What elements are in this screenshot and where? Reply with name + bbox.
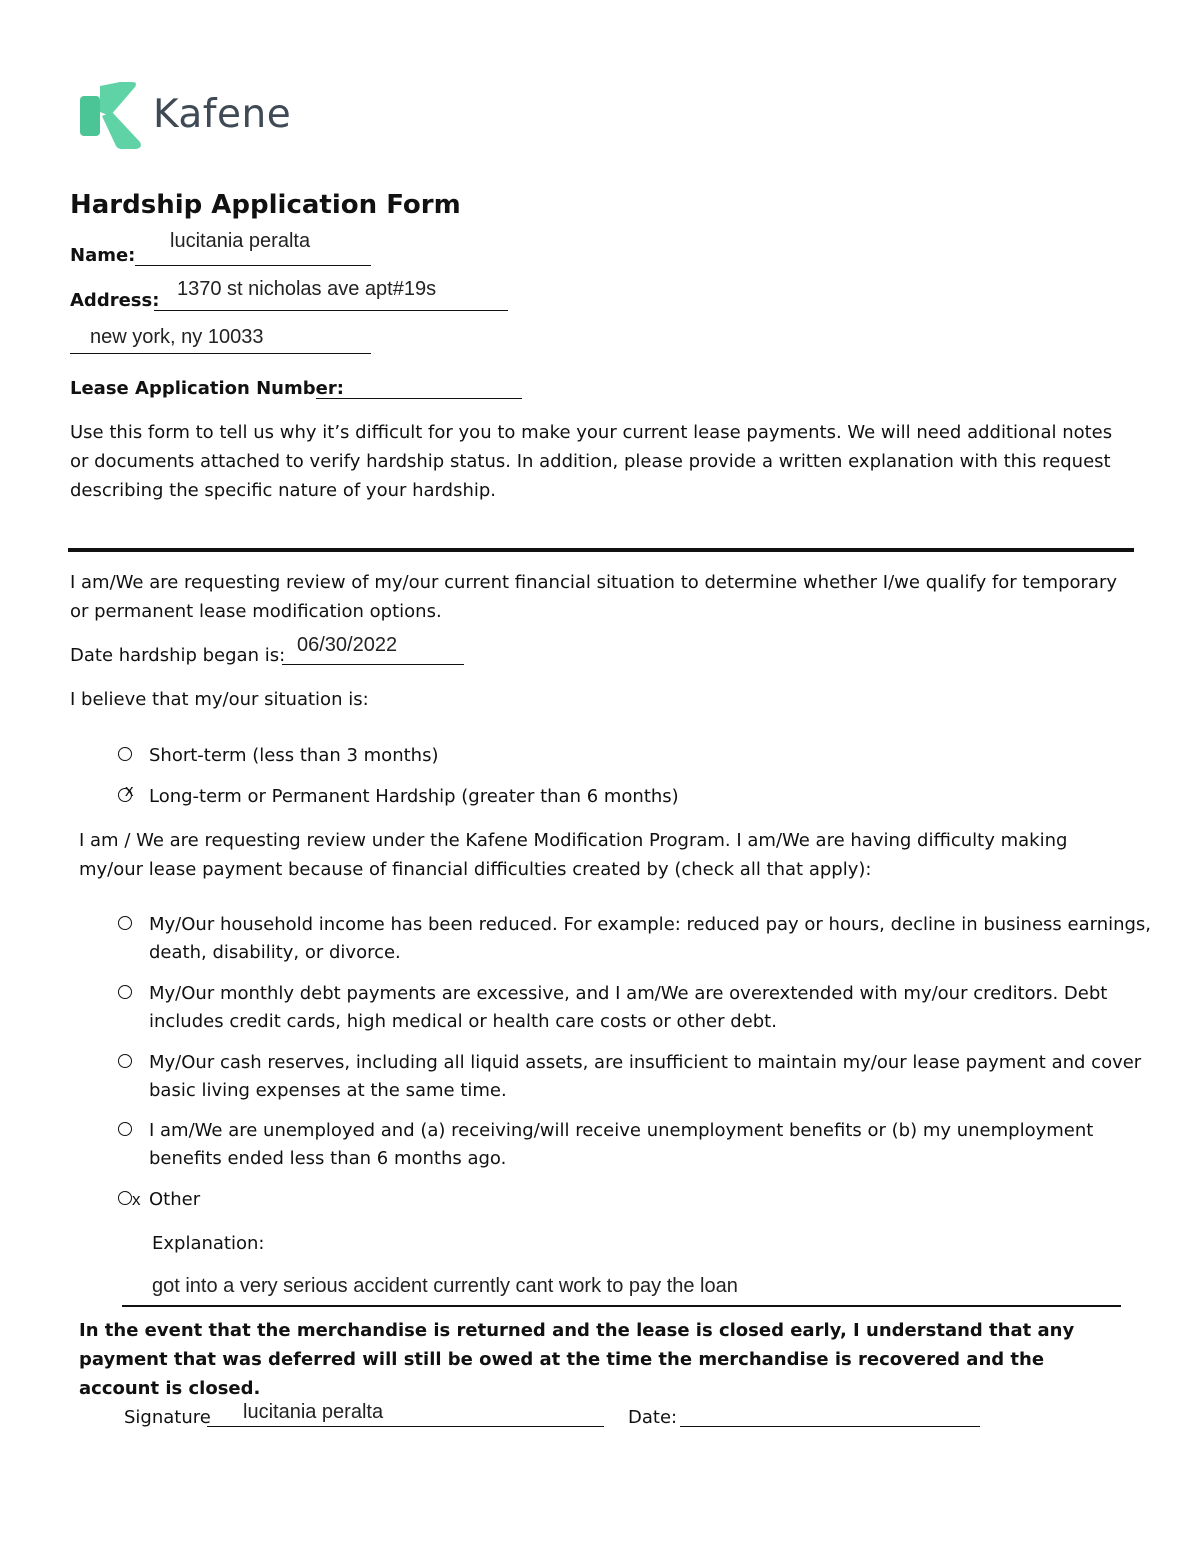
- signature-date-line: [680, 1426, 980, 1427]
- date-began-line: [282, 664, 464, 665]
- section-divider: [68, 548, 1134, 552]
- signature-label: Signature: [124, 1407, 211, 1428]
- explanation-line: [122, 1305, 1121, 1307]
- program-paragraph: I am / We are requesting review under the Kafene Modification Program. I am/We are having difficulty making my/our lease payment because of financial difficulties created by (check all that apply):: [79, 830, 1068, 880]
- reason-cash-radio[interactable]: [118, 1054, 132, 1068]
- reason-cash-line2: basic living expenses at the same time.: [149, 1080, 507, 1101]
- short-term-label: Short-term (less than 3 months): [149, 745, 439, 766]
- reason-cash-line1: My/Our cash reserves, including all liquid assets, are insufficient to maintain my/our lease payment and cover: [149, 1052, 1142, 1073]
- explanation-field[interactable]: got into a very serious accident currently cant work to pay the loan: [152, 1275, 738, 1297]
- reason-other-label: Other: [149, 1189, 201, 1210]
- kafene-k-icon: [80, 82, 142, 150]
- form-title: Hardship Application Form: [70, 190, 461, 220]
- address-line2-field[interactable]: new york, ny 10033: [90, 326, 264, 348]
- reason-unemployed-line2: benefits ended less than 6 months ago.: [149, 1148, 507, 1169]
- reason-debt-radio[interactable]: [118, 985, 132, 999]
- date-began-label: Date hardship began is:: [70, 645, 286, 666]
- request-paragraph: I am/We are requesting review of my/our current financial situation to determine whether I/we qualify for temporary or permanent lease modification options.: [70, 572, 1118, 622]
- reason-income-radio[interactable]: [118, 916, 132, 930]
- lease-number-line: [316, 398, 522, 399]
- short-term-radio[interactable]: [118, 747, 132, 761]
- long-term-label: Long-term or Permanent Hardship (greater than 6 months): [149, 786, 679, 807]
- reason-unemployed-line1: I am/We are unemployed and (a) receiving/will receive unemployment benefits or (b) my unemployment: [149, 1120, 1094, 1141]
- kafene-logo: [80, 82, 310, 152]
- signature-field[interactable]: lucitania peralta: [243, 1401, 384, 1423]
- reason-unemployed-radio[interactable]: [118, 1122, 132, 1136]
- reason-income-line2: death, disability, or divorce.: [149, 942, 401, 963]
- name-field-line: [135, 265, 371, 266]
- address-line1-field[interactable]: 1370 st nicholas ave apt#19s: [177, 278, 437, 300]
- reason-debt-line1: My/Our monthly debt payments are excessive, and I am/We are overextended with my/our creditors. Debt: [149, 983, 1108, 1004]
- date-began-field[interactable]: 06/30/2022: [297, 634, 398, 656]
- address-label: Address:: [70, 290, 160, 311]
- name-field[interactable]: lucitania peralta: [170, 230, 311, 252]
- situation-label: I believe that my/our situation is:: [70, 689, 369, 710]
- name-label: Name:: [70, 245, 136, 266]
- brand-name: Kafene: [153, 92, 292, 137]
- reason-debt-line2: includes credit cards, high medical or health care costs or other debt.: [149, 1011, 777, 1032]
- address-line1-line: [154, 310, 508, 311]
- long-term-mark: x: [125, 781, 134, 800]
- lease-number-label: Lease Application Number:: [70, 378, 344, 399]
- reason-other-radio[interactable]: [118, 1191, 132, 1205]
- closing-notice: In the event that the merchandise is returned and the lease is closed early, I understand that any payment that was deferred will still be owed at the time the merchandise is recovered and the account is closed.: [79, 1320, 1075, 1399]
- address-line2-line: [70, 353, 371, 354]
- reason-income-line1: My/Our household income has been reduced. For example: reduced pay or hours, decline in business earnings,: [149, 914, 1152, 935]
- explanation-label: Explanation:: [152, 1233, 265, 1254]
- reason-other-mark: x: [132, 1190, 141, 1209]
- signature-line: [207, 1426, 604, 1427]
- intro-paragraph: Use this form to tell us why it’s difficult for you to make your current lease payments. We will need additional notes or documents attached to verify hardship status. In addition, please provide a written explanation with this request describing the specific nature of your hardship.: [70, 422, 1113, 501]
- signature-date-label: Date:: [628, 1407, 678, 1428]
